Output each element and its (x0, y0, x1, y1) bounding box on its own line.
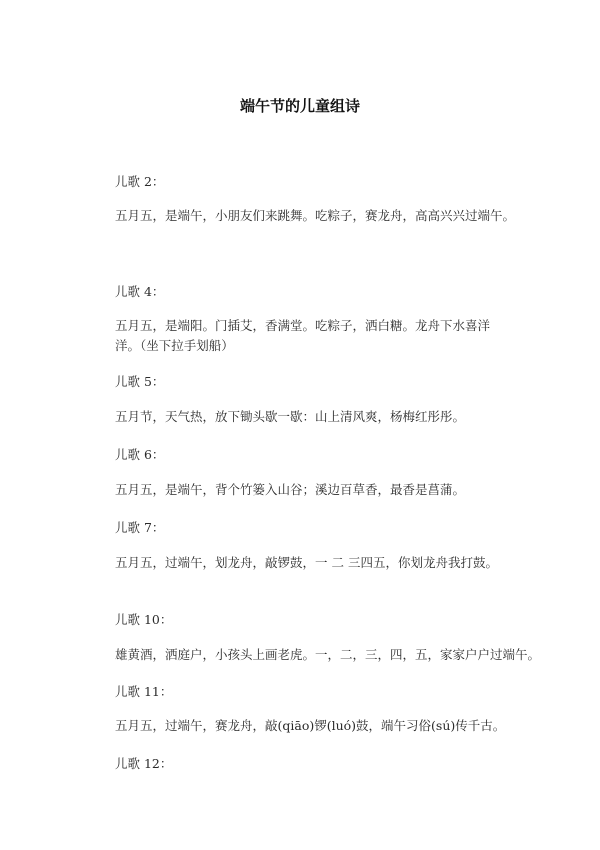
section-text-5: 五月节，天气热，放下锄头歇一歇：山上清风爽，杨梅红彤彤。 (115, 409, 466, 424)
section-heading-6: 儿歌 6： (115, 447, 165, 462)
section-text-11: 五月五，过端午，赛龙舟，敲(qiāo)锣(luó)鼓，端午习俗(sú)传千古。 (115, 718, 506, 733)
section-heading-12: 儿歌 12： (115, 756, 173, 771)
section-heading-7: 儿歌 7： (115, 520, 165, 535)
page-title: 端午节的儿童组诗 (239, 97, 360, 115)
section-text-4: 五月五，是端阳。门插艾，香满堂。吃粽子，洒白糖。龙舟下水喜洋洋。（坐下拉手划船） (115, 318, 491, 353)
section-text-6: 五月五，是端午，背个竹篓入山谷；溪边百草香，最香是菖蒲。 (115, 482, 466, 497)
section-heading-11: 儿歌 11： (115, 684, 173, 699)
section-text-2: 五月五，是端午，小朋友们来跳舞。吃粽子，赛龙舟，高高兴兴过端午。 (115, 208, 516, 223)
section-heading-4: 儿歌 4： (115, 284, 165, 299)
section-text-10: 雄黄酒，洒庭户，小孩头上画老虎。一，二，三，四，五，家家户户过端午。 (115, 647, 541, 662)
section-heading-5: 儿歌 5： (115, 374, 165, 389)
section-text-7: 五月五，过端午，划龙舟，敲锣鼓，一 二 三四五，你划龙舟我打鼓。 (115, 555, 498, 570)
section-heading-2: 儿歌 2： (115, 174, 165, 189)
section-heading-10: 儿歌 10： (115, 612, 173, 627)
